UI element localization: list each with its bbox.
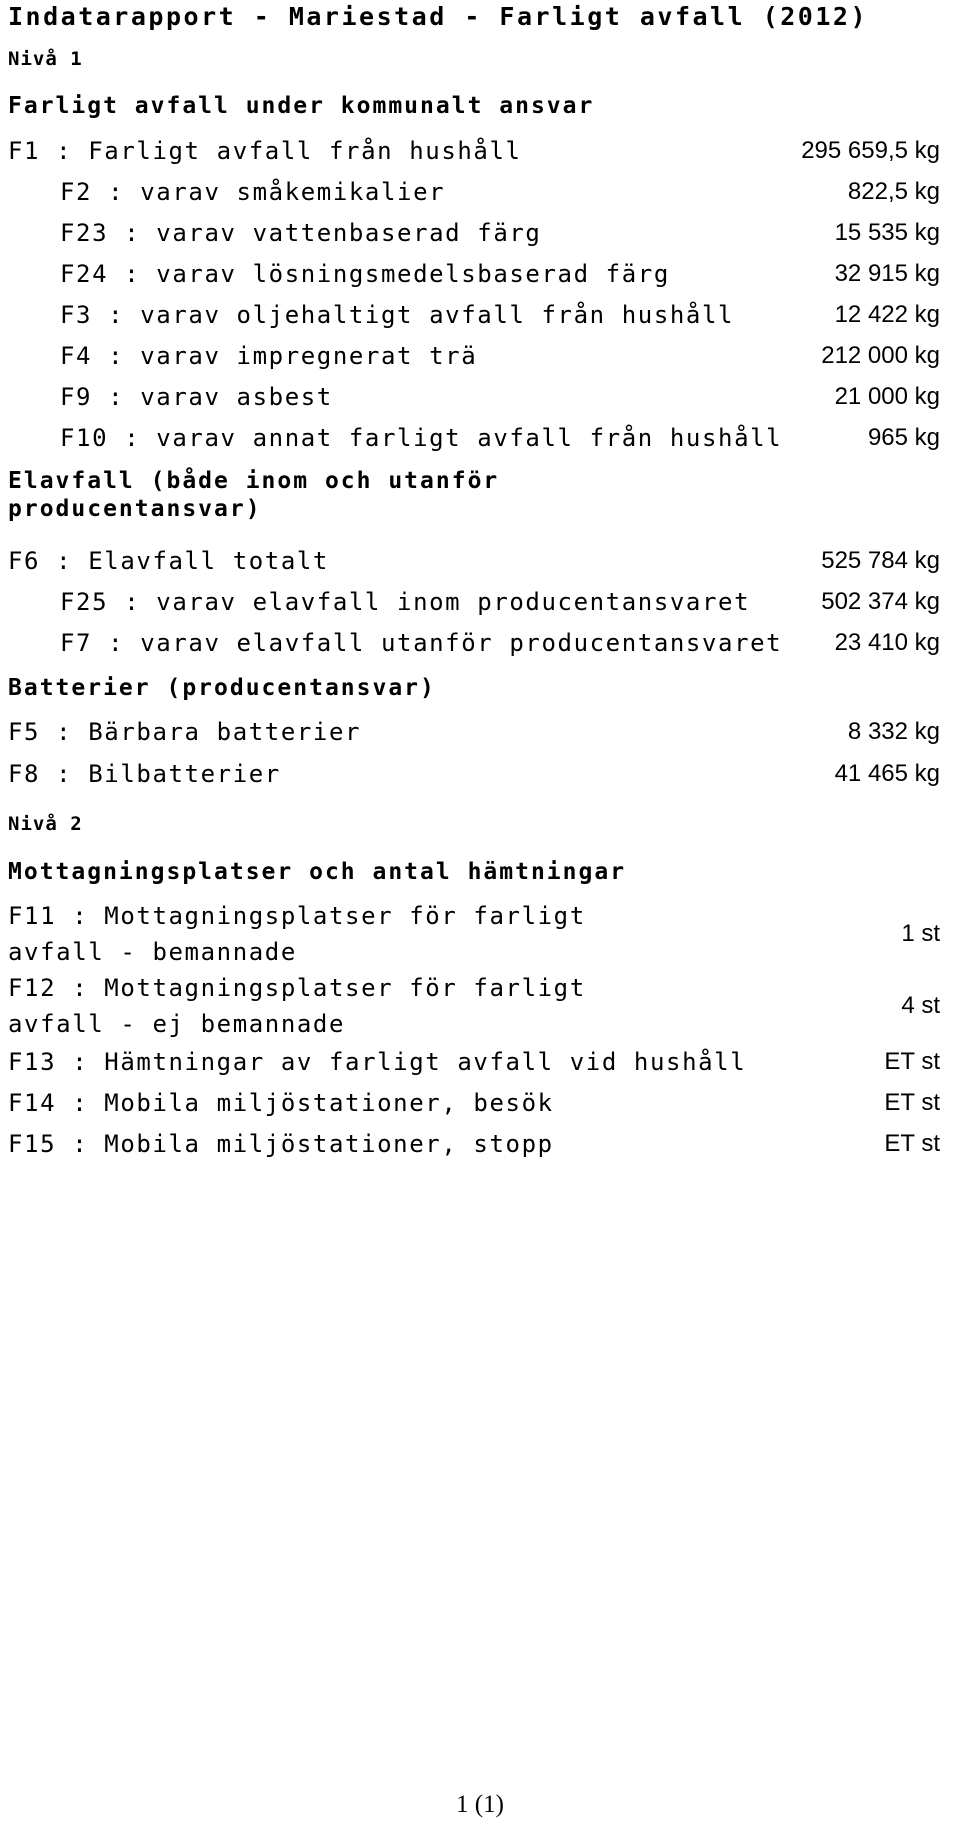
- row-label: F23 : varav vattenbaserad färg: [60, 219, 542, 247]
- row-label: F8 : Bilbatterier: [8, 760, 281, 788]
- row-label: F1 : Farligt avfall från hushåll: [8, 137, 522, 165]
- table-row: [0, 716, 960, 748]
- table-row: [0, 135, 960, 167]
- row-label: F13 : Hämtningar av farligt avfall vid hushåll: [8, 1048, 747, 1076]
- table-row: [0, 758, 960, 790]
- row-value: 12 422 kg: [834, 301, 940, 328]
- row-label: F3 : varav oljehaltigt avfall från hushåll: [60, 301, 735, 329]
- row-label: F14 : Mobila miljöstationer, besök: [8, 1089, 554, 1117]
- table-row: [0, 422, 960, 454]
- table-row: [0, 299, 960, 331]
- section-heading-electronic-waste: Elavfall (både inom och utanför producentansvar): [8, 468, 500, 522]
- row-label: F2 : varav småkemikalier: [60, 178, 446, 206]
- row-label: F9 : varav asbest: [60, 383, 333, 411]
- row-value: 965 kg: [867, 424, 940, 451]
- table-row: [0, 586, 960, 618]
- section-heading-hazardous-waste: Farligt avfall under kommunalt ansvar: [8, 93, 595, 119]
- table-row: [0, 1128, 960, 1160]
- table-row: [0, 381, 960, 413]
- row-label: F6 : Elavfall totalt: [8, 547, 329, 575]
- row-value: 8 332 kg: [847, 718, 940, 745]
- row-value: 295 659,5 kg: [801, 137, 940, 164]
- level-1-label: Nivå 1: [8, 48, 83, 70]
- table-row: [0, 970, 960, 1042]
- row-value: 502 374 kg: [821, 588, 940, 615]
- row-value: 15 535 kg: [834, 219, 940, 246]
- row-value: 23 410 kg: [834, 629, 940, 656]
- row-label: F24 : varav lösningsmedelsbaserad färg: [60, 260, 670, 288]
- row-label: F10 : varav annat farligt avfall från hushåll: [60, 424, 783, 452]
- table-row: [0, 340, 960, 372]
- row-label: F4 : varav impregnerat trä: [60, 342, 478, 370]
- row-value: 822,5 kg: [847, 178, 940, 205]
- row-label: F5 : Bärbara batterier: [8, 718, 362, 746]
- row-label: F7 : varav elavfall utanför producentansvaret: [60, 629, 783, 657]
- table-row: [0, 627, 960, 659]
- row-value: 212 000 kg: [821, 342, 940, 369]
- row-value: 41 465 kg: [834, 760, 940, 787]
- page-number: 1 (1): [456, 1791, 504, 1818]
- row-value: 1 st: [901, 920, 940, 947]
- table-row: [0, 217, 960, 249]
- table-row: [0, 545, 960, 577]
- row-label: F25 : varav elavfall inom producentansvaret: [60, 588, 751, 616]
- table-row: [0, 176, 960, 208]
- row-label: F12 : Mottagningsplatser för farligt avfall - ej bemannade: [8, 974, 586, 1038]
- row-value: 525 784 kg: [821, 547, 940, 574]
- table-row: [0, 258, 960, 290]
- page-title: Indatarapport - Mariestad - Farligt avfall (2012): [8, 2, 869, 31]
- level-2-label: Nivå 2: [8, 813, 83, 835]
- table-row: [0, 1046, 960, 1078]
- row-value: 21 000 kg: [834, 383, 940, 410]
- row-value: 32 915 kg: [834, 260, 940, 287]
- row-value: ET st: [884, 1089, 940, 1116]
- row-value: 4 st: [901, 992, 940, 1019]
- row-value: ET st: [884, 1048, 940, 1075]
- row-label: F11 : Mottagningsplatser för farligt avfall - bemannade: [8, 902, 586, 966]
- row-value: ET st: [884, 1130, 940, 1157]
- section-heading-batteries: Batterier (producentansvar): [8, 675, 436, 701]
- table-row: [0, 898, 960, 970]
- table-row: [0, 1087, 960, 1119]
- section-heading-collection-points: Mottagningsplatser och antal hämtningar: [8, 859, 627, 885]
- row-label: F15 : Mobila miljöstationer, stopp: [8, 1130, 554, 1158]
